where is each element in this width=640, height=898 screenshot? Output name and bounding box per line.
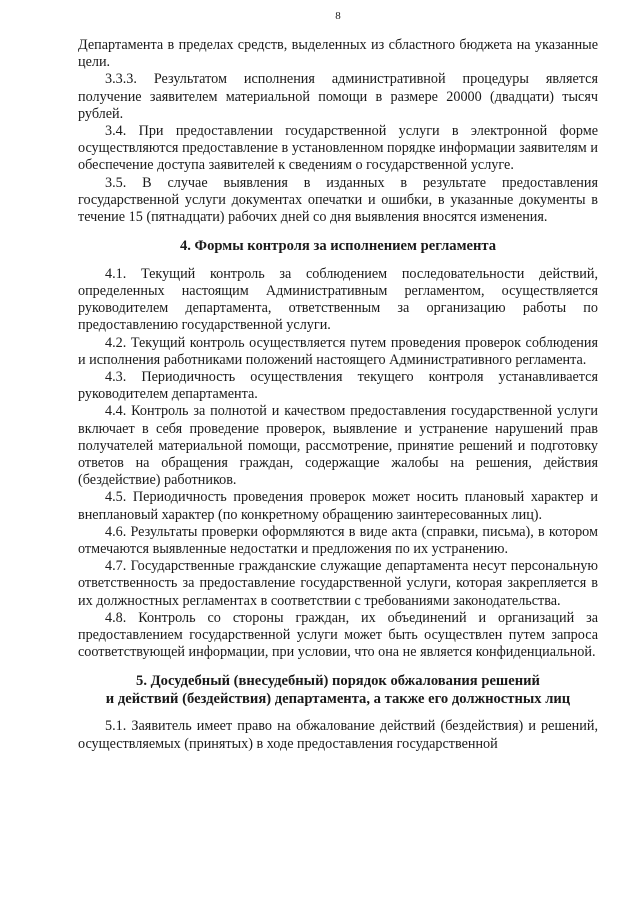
paragraph: 3.5. В случае выявления в изданных в результате предоставления государственной услуги документах опечатки и ошибки, в указанные документы в течение 15 (пятнадцати) рабочих дней со дня выявления вносятся изменения. (78, 174, 598, 226)
section-heading (78, 673, 598, 708)
section-heading-line: и действий (бездействия) департамента, а также его должностных лиц (105, 690, 571, 707)
paragraph: Департамента в пределах средств, выделенных из сбластного бюджета на указанные цели. (78, 37, 598, 71)
section-heading-line: 5. Досудебный (внесудебный) порядок обжалования решений (136, 673, 540, 690)
paragraph: 4.3. Периодичность осуществления текущего контроля устанавливается руководителем департамента. (78, 368, 598, 403)
paragraph: 3.4. При предоставлении государственной услуги в электронной форме осуществляются предоставление в установленном порядке информации заявителям и обеспечение доступа заявителей к сведениям о государственной услуге. (78, 123, 598, 174)
paragraph: 3.3.3. Результатом исполнения административной процедуры является получение заявителем материальной помощи в размере 20000 (двадцати) тысяч рублей. (78, 71, 598, 122)
paragraph: 4.4. Контроль за полнотой и качеством предоставления государственной услуги включает в себя проведение проверок, выявление и устранение нарушений прав получателей материальной помощи, рассмотрение, принятие решений и подготовку ответов на обращения граждан, содержащие жалобы на решения, действия (бездействие) работников. (78, 403, 598, 489)
paragraph: 4.7. Государственные гражданские служащие департамента несут персональную ответственность за предоставление государственной услуги, которая закрепляется в их должностных регламентах в соответствии с требованиями законодательства. (78, 558, 598, 609)
page-number: 8 (335, 10, 341, 22)
paragraph: 4.6. Результаты проверки оформляются в виде акта (справки, письма), в котором отмечаются выявленные недостатки и предложения по их устранению. (78, 523, 598, 557)
paragraph: 4.2. Текущий контроль осуществляется путем проведения проверок соблюдения и исполнения работниками положений настоящего Административного регламента. (78, 334, 598, 368)
paragraph: 4.8. Контроль со стороны граждан, их объединений и организаций за предоставлением государственной услуги может быть осуществлен путем запроса соответствующей информации, при условии, что она не является конфиденциальной. (78, 609, 598, 661)
paragraph: 4.5. Периодичность проведения проверок может носить плановый характер и внеплановый характер (по конкретному обращению заинтересованных лиц). (78, 489, 598, 523)
paragraph: 5.1. Заявитель имеет право на обжалование действий (бездействия) и решений, осуществляемых (принятых) в ходе предоставления государственной (78, 718, 598, 752)
paragraph: 4.1. Текущий контроль за соблюдением последовательности действий, определенных настоящим Административным регламентом, осуществляется руководителем департамента, ответственным за организацию работы по предоставлению государственной услуги. (78, 265, 598, 334)
section-heading: 4. Формы контроля за исполнением регламента (179, 238, 497, 255)
